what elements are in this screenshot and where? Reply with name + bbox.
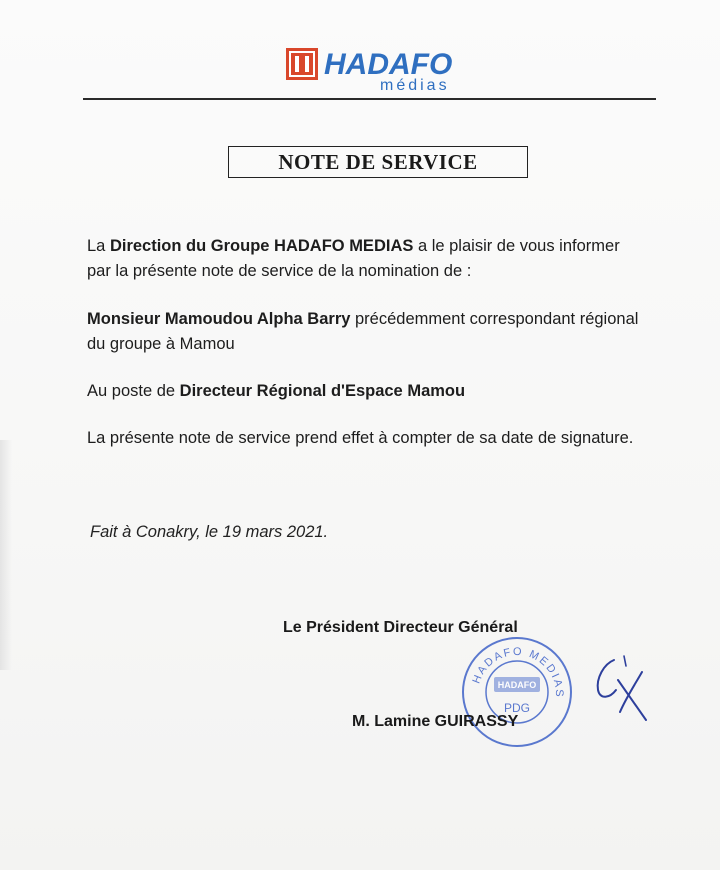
place-date: Fait à Conakry, le 19 mars 2021. bbox=[90, 523, 329, 541]
paragraph-intro: La Direction du Groupe HADAFO MEDIAS a le plaisir de vous informer par la présente note de service de la nomination de : bbox=[87, 237, 620, 280]
paper-edge-shadow bbox=[0, 440, 12, 670]
company-stamp bbox=[456, 632, 578, 752]
logo-subtext: médias bbox=[380, 77, 450, 94]
header-rule bbox=[83, 98, 656, 100]
paragraph-position: Au poste de Directeur Régional d'Espace Mamou bbox=[87, 382, 466, 400]
svg-text:HADAFO: HADAFO bbox=[497, 680, 537, 690]
handwritten-signature bbox=[584, 650, 654, 730]
document-title bbox=[228, 146, 528, 178]
signatory-title: Le Président Directeur Général bbox=[283, 619, 518, 636]
title-text: NOTE DE SERVICE bbox=[278, 149, 478, 174]
logo-text: HADAFO bbox=[324, 48, 453, 81]
svg-text:PDG: PDG bbox=[503, 701, 531, 715]
svg-text:HADAFO MEDIAS: HADAFO MEDIAS bbox=[470, 645, 566, 699]
logo-mark-icon bbox=[286, 48, 318, 80]
hadafo-logo bbox=[284, 38, 454, 94]
paragraph-effect: La présente note de service prend effet à compter de sa date de signature. bbox=[87, 429, 634, 447]
signatory-name: M. Lamine GUIRASSY bbox=[352, 713, 519, 730]
paragraph-nominee: Monsieur Mamoudou Alpha Barry précédemment correspondant régional du groupe à Mamou bbox=[87, 310, 639, 353]
